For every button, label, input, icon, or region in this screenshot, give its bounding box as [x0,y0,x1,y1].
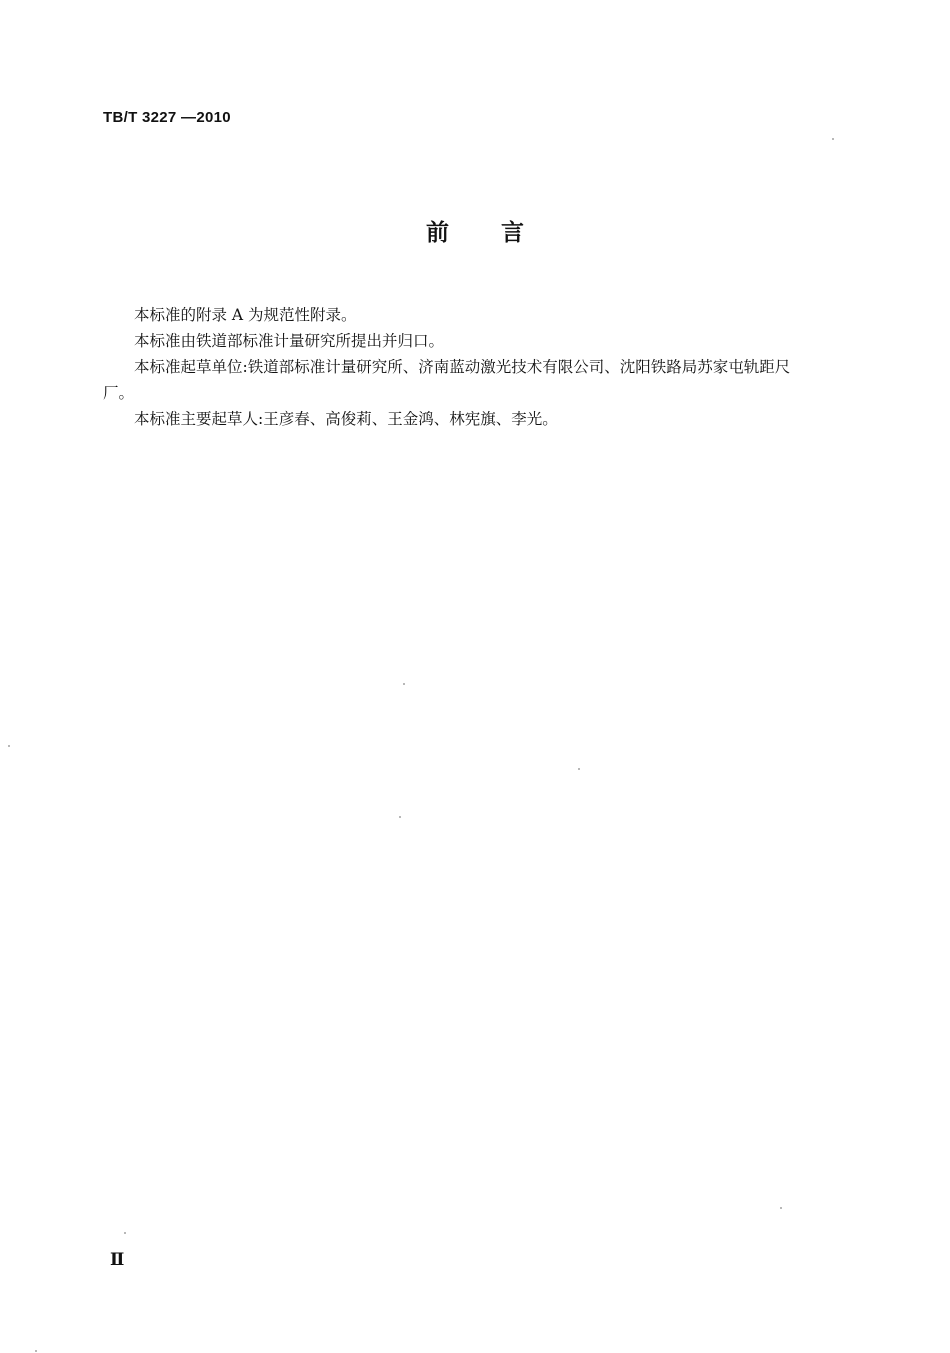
scan-speck [780,1207,782,1209]
paragraph-appendix: 本标准的附录 A 为规范性附录。 [134,306,357,324]
scan-speck [832,138,834,140]
paragraph-proposer: 本标准由铁道部标准计量研究所提出并归口。 [134,332,445,350]
scan-speck [403,683,405,685]
scan-speck [124,1232,126,1234]
foreword-body [103,302,863,432]
scan-speck [399,816,401,818]
scan-speck [35,1350,37,1352]
foreword-title: 前言 [426,220,576,246]
scan-speck [578,768,580,770]
scan-speck [8,745,10,747]
paragraph-drafting-units: 本标准起草单位:铁道部标准计量研究所、济南蓝动激光技术有限公司、沈阳铁路局苏家屯轨距尺 [134,358,791,376]
paragraph-drafting-units-continued: 厂。 [103,384,135,402]
paragraph-drafters: 本标准主要起草人:王彦春、高俊莉、王金鸿、林宪旗、李光。 [134,410,558,428]
page-number: Ⅱ [110,1250,125,1269]
standard-code: TB/T 3227 —2010 [103,109,231,126]
